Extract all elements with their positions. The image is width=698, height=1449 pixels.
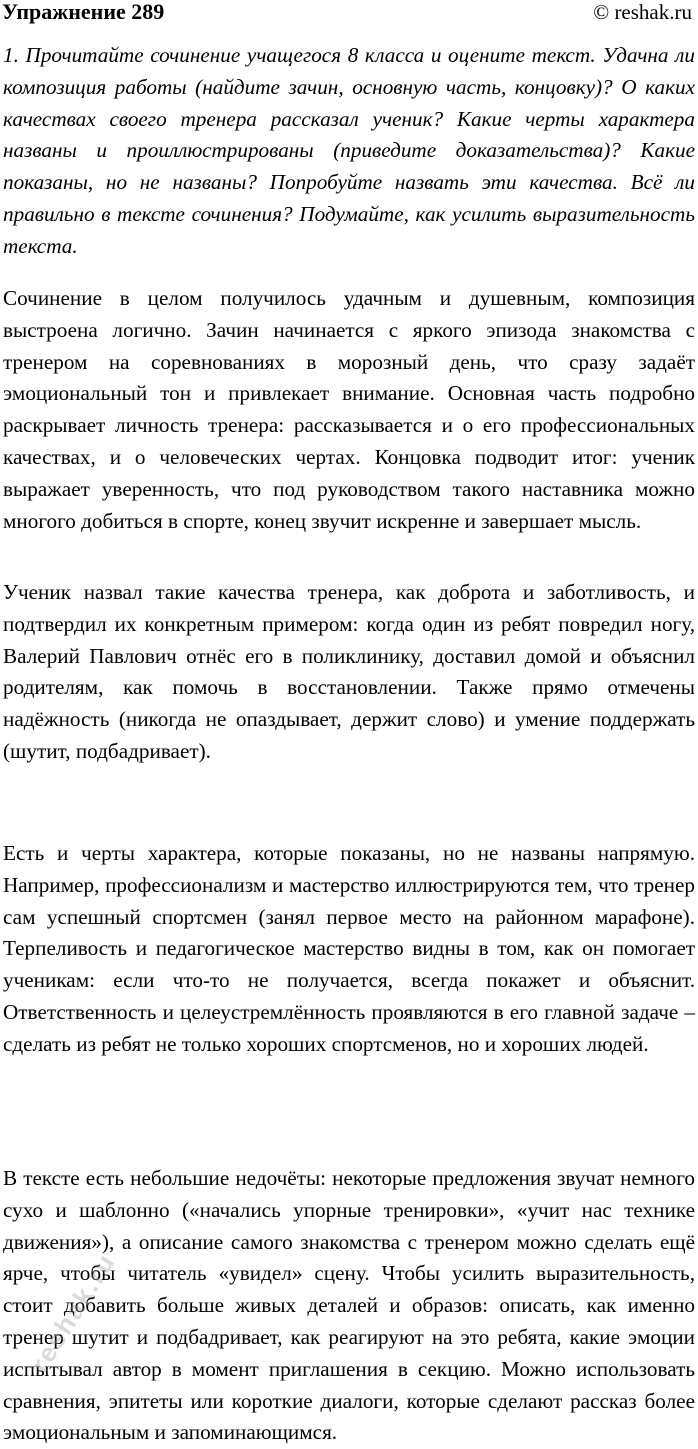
page-header [2, 0, 692, 26]
answer-paragraph-3: Есть и черты характера, которые показаны, но не названы напрямую. Например, профессионализм и мастерство иллюстрируются тем, что тренер сам успешный спортсмен (занял первое место на районном марафоне). Терпеливость и педагогическое мастерство видны в том, как он помогает ученикам: если что-то не получается, всегда покажет и объяснит. Ответственность и целеустремлённость проявляются в его главной задаче – сделать из ребят не только хороших спортсменов, но и хороших людей. [3, 841, 695, 1056]
task-text: 1. Прочитайте сочинение учащегося 8 класса и оцените текст. Удачна ли композиция работы (найдите зачин, основную часть, концовку)? О каких качествах своего тренера рассказал ученик? Какие черты характера названы и проиллюстрированы (приведите доказательства)? Какие показаны, но не названы? Попробуйте назвать эти качества. Всё ли правильно в тексте сочинения? Подумайте, как усилить выразительность текста. [3, 43, 695, 258]
exercise-title: Упражнение 289 [2, 0, 165, 24]
answer-paragraph-1: Сочинение в целом получилось удачным и душевным, композиция выстроена логично. Зачин начинается с яркого эпизода знакомства с тренером на соревнованиях в морозный день, что сразу задаёт эмоциональный тон и привлекает внимание. Основная часть подробно раскрывает личность тренера: рассказывается и о его профессиональных качествах, и о человеческих чертах. Концовка подводит итог: ученик выражает уверенность, что под руководством такого наставника можно многого добиться в спорте, конец звучит искренне и завершает мысль. [3, 286, 695, 533]
site-copyright: © reshak.ru [593, 0, 692, 24]
answer-paragraph-2: Ученик назвал такие качества тренера, как доброта и заботливость, и подтвердил их конкретным примером: когда один из ребят повредил ногу, Валерий Павлович отнёс его в поликлинику, доставил домой и объяснил родителям, как помочь в восстановлении. Также прямо отмечены надёжность (никогда не опаздывает, держит слово) и умение поддержать (шутит, подбадривает). [3, 580, 695, 763]
answer-paragraph-4: В тексте есть небольшие недочёты: некоторые предложения звучат немного сухо и шаблонно («начались упорные тренировки», «учит нас технике движения»), а описание самого знакомства с тренером можно сделать ещё ярче, чтобы читатель «увидел» сцену. Чтобы усилить выразительность, стоит добавить больше живых деталей и образов: описать, как именно тренер шутит и подбадривает, как реагируют на это ребята, какие эмоции испытывал автор в момент приглашения в секцию. Можно использовать сравнения, эпитеты или короткие диалоги, которые сделают рассказ более эмоциональным и запоминающимся. [3, 1166, 695, 1445]
watermark: reshak.ru [24, 1247, 122, 1378]
